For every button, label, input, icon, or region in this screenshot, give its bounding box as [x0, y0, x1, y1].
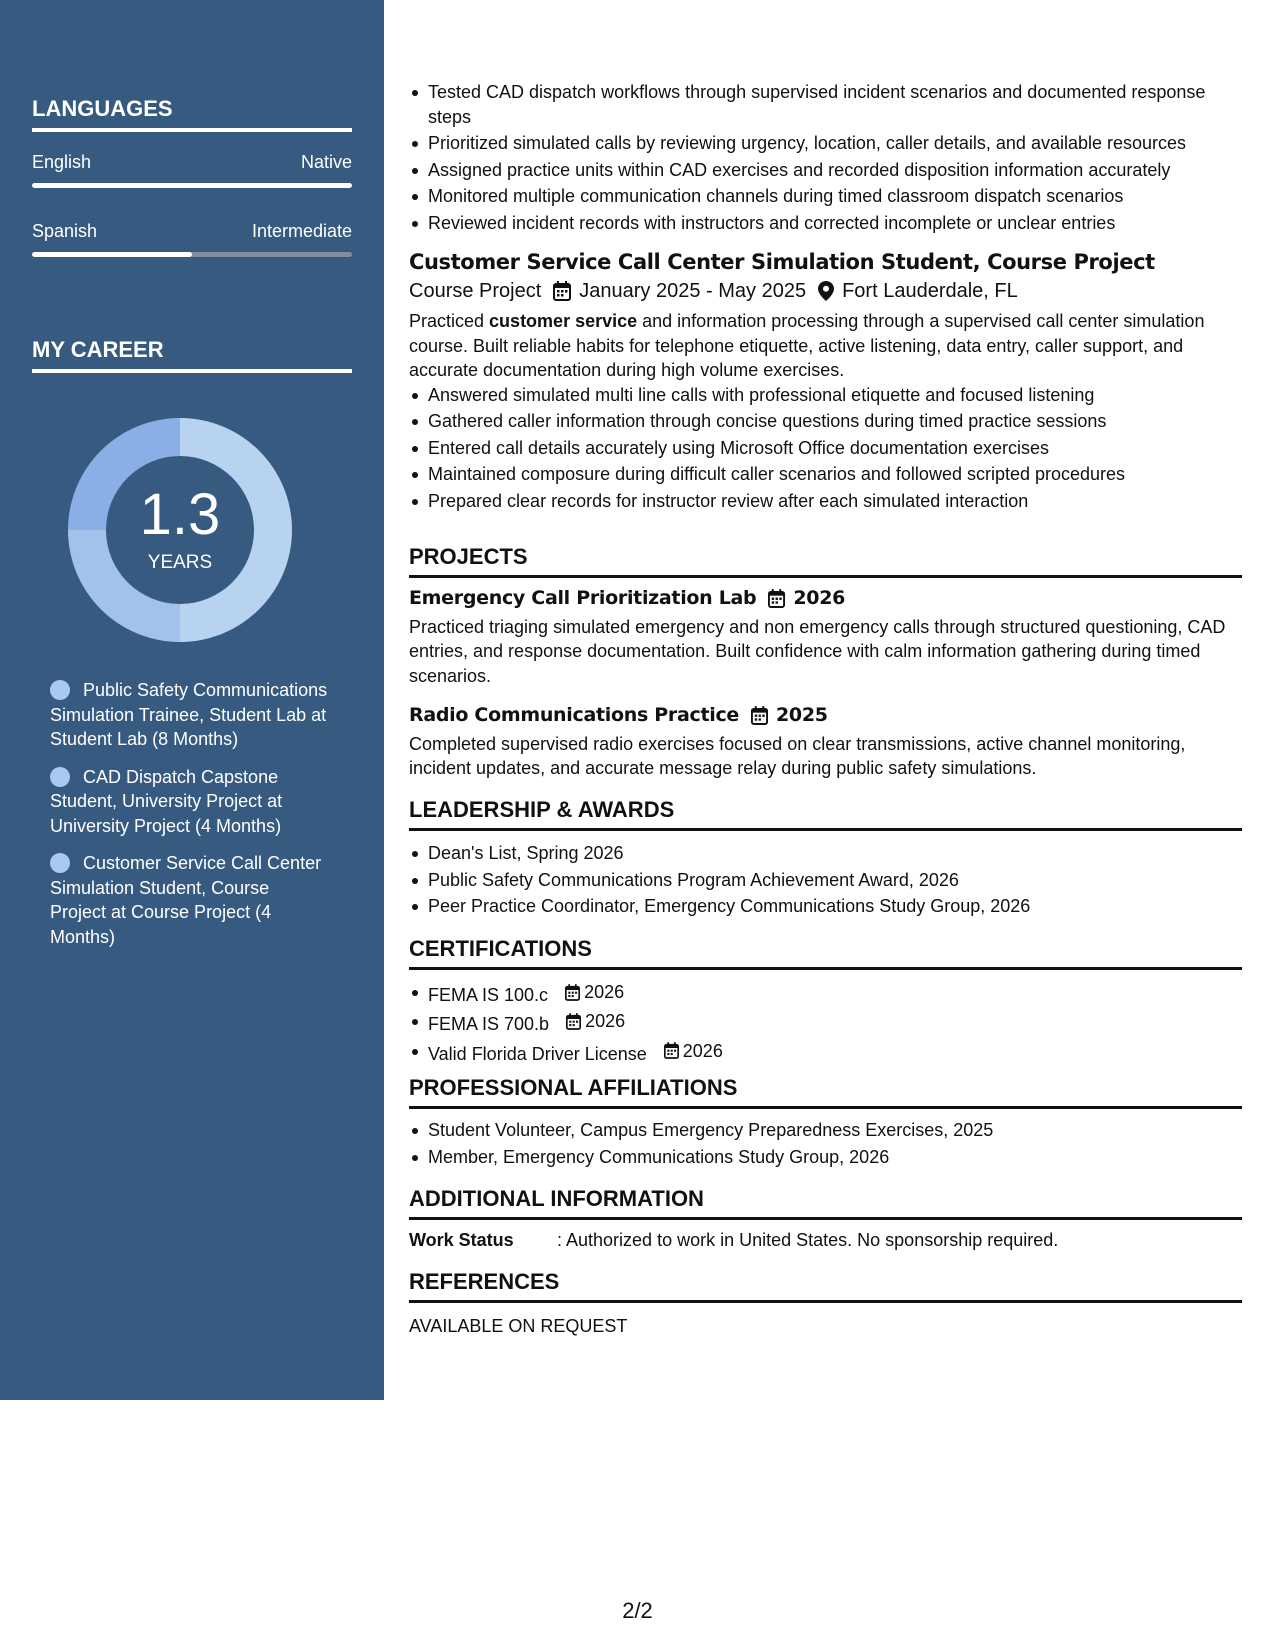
career-item-text: Public Safety Communications Simulation Trainee, Student Lab at Student Lab (8 Months)	[50, 680, 328, 749]
project-title-row	[409, 703, 1242, 728]
project-year: 2025	[776, 704, 828, 726]
career-years-value: 1.3	[139, 482, 221, 547]
job-summary-text: Practiced	[409, 311, 490, 331]
project-title-row	[409, 586, 1242, 611]
language-proficiency-bar	[32, 183, 352, 188]
bullet-item: Student Volunteer, Campus Emergency Preparedness Exercises, 2025	[409, 1118, 1242, 1143]
project-title: Emergency Call Prioritization Lab	[409, 587, 757, 609]
career-item-text: CAD Dispatch Capstone Student, University Project at University Project (4 Months)	[50, 766, 283, 836]
language-name: English	[32, 152, 92, 172]
career-years-unit: YEARS	[147, 552, 213, 573]
language-proficiency-bar	[32, 252, 352, 257]
work-status-row	[409, 1228, 1242, 1253]
leadership-heading: LEADERSHIP & AWARDS	[409, 798, 1242, 831]
certifications-heading: CERTIFICATIONS	[409, 937, 1242, 970]
project-entry	[409, 586, 1242, 688]
bullet-item: Gathered caller information through concise questions during timed practice sessions	[409, 409, 1242, 434]
job-bullets	[409, 383, 1242, 514]
bullet-item: Peer Practice Coordinator, Emergency Communications Study Group, 2026	[409, 894, 1242, 919]
calendar-icon	[768, 589, 785, 608]
bullet-item: Member, Emergency Communications Study Group, 2026	[409, 1145, 1242, 1170]
certification-item	[409, 1009, 1242, 1036]
bullet-item: Answered simulated multi line calls with professional etiquette and focused listening	[409, 383, 1242, 408]
job-title: Customer Service Call Center Simulation Student, Course Project	[409, 250, 1155, 274]
project-description: Practiced triaging simulated emergency and non emergency calls through structured questioning, CAD entries, and response documentation. Built confidence with calm information gathering during timed scenarios.	[409, 616, 1226, 686]
bullet-item: Entered call details accurately using Microsoft Office documentation exercises	[409, 436, 1242, 461]
job-meta	[409, 279, 1242, 304]
certification-item	[409, 1039, 1242, 1066]
job-summary-text: and information processing through a supervised call center simulation course. Built reliable habits for telephone etiquette, active listening, data entry, caller support, and accurate documentation during high volume exercises.	[409, 311, 1205, 380]
bullet-item: Prepared clear records for instructor review after each simulated interaction	[409, 489, 1242, 514]
career-dot-icon	[50, 767, 70, 787]
career-donut-chart	[66, 416, 294, 644]
sidebar	[0, 0, 384, 1400]
career-dot-icon	[50, 680, 70, 700]
location-pin-icon	[818, 281, 834, 301]
project-description: Completed supervised radio exercises focused on clear transmissions, active channel monitoring, incident updates, and accurate message relay during public safety simulations.	[409, 733, 1186, 778]
bullet-item: Maintained composure during difficult caller scenarios and followed scripted procedures	[409, 462, 1242, 487]
career-dot-icon	[50, 853, 70, 873]
calendar-icon	[565, 984, 580, 1001]
language-spanish	[32, 221, 352, 257]
language-english	[32, 152, 352, 188]
job-company: Course Project	[409, 279, 542, 302]
certifications-list	[409, 980, 1242, 1066]
additional-heading: ADDITIONAL INFORMATION	[409, 1187, 1242, 1220]
project-title: Radio Communications Practice	[409, 704, 739, 726]
job-summary	[409, 309, 1242, 383]
bullet-item: Reviewed incident records with instructors and corrected incomplete or unclear entries	[409, 211, 1242, 236]
bullet-item: Dean's List, Spring 2026	[409, 841, 1242, 866]
job-dates: January 2025 - May 2025	[579, 279, 807, 302]
language-level: Native	[300, 152, 352, 172]
calendar-icon	[664, 1042, 679, 1059]
languages-heading: LANGUAGES	[32, 96, 352, 132]
bullet-item: Tested CAD dispatch workflows through supervised incident scenarios and documented response steps	[409, 80, 1242, 129]
career-list	[50, 678, 330, 962]
calendar-icon	[566, 1013, 581, 1030]
certification-item	[409, 980, 1242, 1007]
career-item	[50, 765, 330, 839]
certification-year: 2026	[585, 1011, 626, 1032]
references-text: AVAILABLE ON REQUEST	[409, 1316, 628, 1336]
career-heading: MY CAREER	[32, 337, 352, 373]
affiliations-heading: PROFESSIONAL AFFILIATIONS	[409, 1076, 1242, 1109]
bullet-item: Prioritized simulated calls by reviewing urgency, location, caller details, and available resources	[409, 131, 1242, 156]
references-heading: REFERENCES	[409, 1270, 1242, 1303]
job-entry	[409, 250, 1242, 513]
job-summary-keyword: customer service	[489, 311, 638, 331]
bullet-item: Public Safety Communications Program Achievement Award, 2026	[409, 868, 1242, 893]
certification-name: FEMA IS 700.b	[428, 1014, 550, 1034]
work-status-value: : Authorized to work in United States. No sponsorship required.	[557, 1230, 1059, 1250]
bullet-item: Monitored multiple communication channels during timed classroom dispatch scenarios	[409, 184, 1242, 209]
certification-year: 2026	[682, 1040, 723, 1061]
job-location: Fort Lauderdale, FL	[842, 279, 1018, 302]
leadership-list	[409, 841, 1242, 919]
career-item-text: Customer Service Call Center Simulation Student, Course Project at Course Project (4 Months)	[50, 853, 322, 947]
work-status-label: Work Status	[409, 1230, 514, 1250]
language-level: Intermediate	[251, 221, 352, 241]
project-entry	[409, 703, 1242, 781]
previous-job-bullets	[409, 80, 1242, 235]
language-name: Spanish	[32, 221, 98, 241]
certification-name: Valid Florida Driver License	[428, 1043, 647, 1064]
projects-heading: PROJECTS	[409, 545, 1242, 578]
language-proficiency-fill	[32, 252, 192, 257]
calendar-icon	[553, 281, 571, 301]
calendar-icon	[751, 706, 768, 725]
page-number: 2/2	[622, 1598, 653, 1623]
certification-name: FEMA IS 100.c	[428, 984, 549, 1005]
career-item	[50, 851, 330, 949]
affiliations-list	[409, 1118, 1242, 1169]
bullet-item: Assigned practice units within CAD exercises and recorded disposition information accurately	[409, 158, 1242, 183]
certification-year: 2026	[584, 982, 625, 1002]
project-year: 2026	[793, 587, 846, 609]
career-item	[50, 678, 330, 752]
language-proficiency-fill	[32, 183, 352, 188]
